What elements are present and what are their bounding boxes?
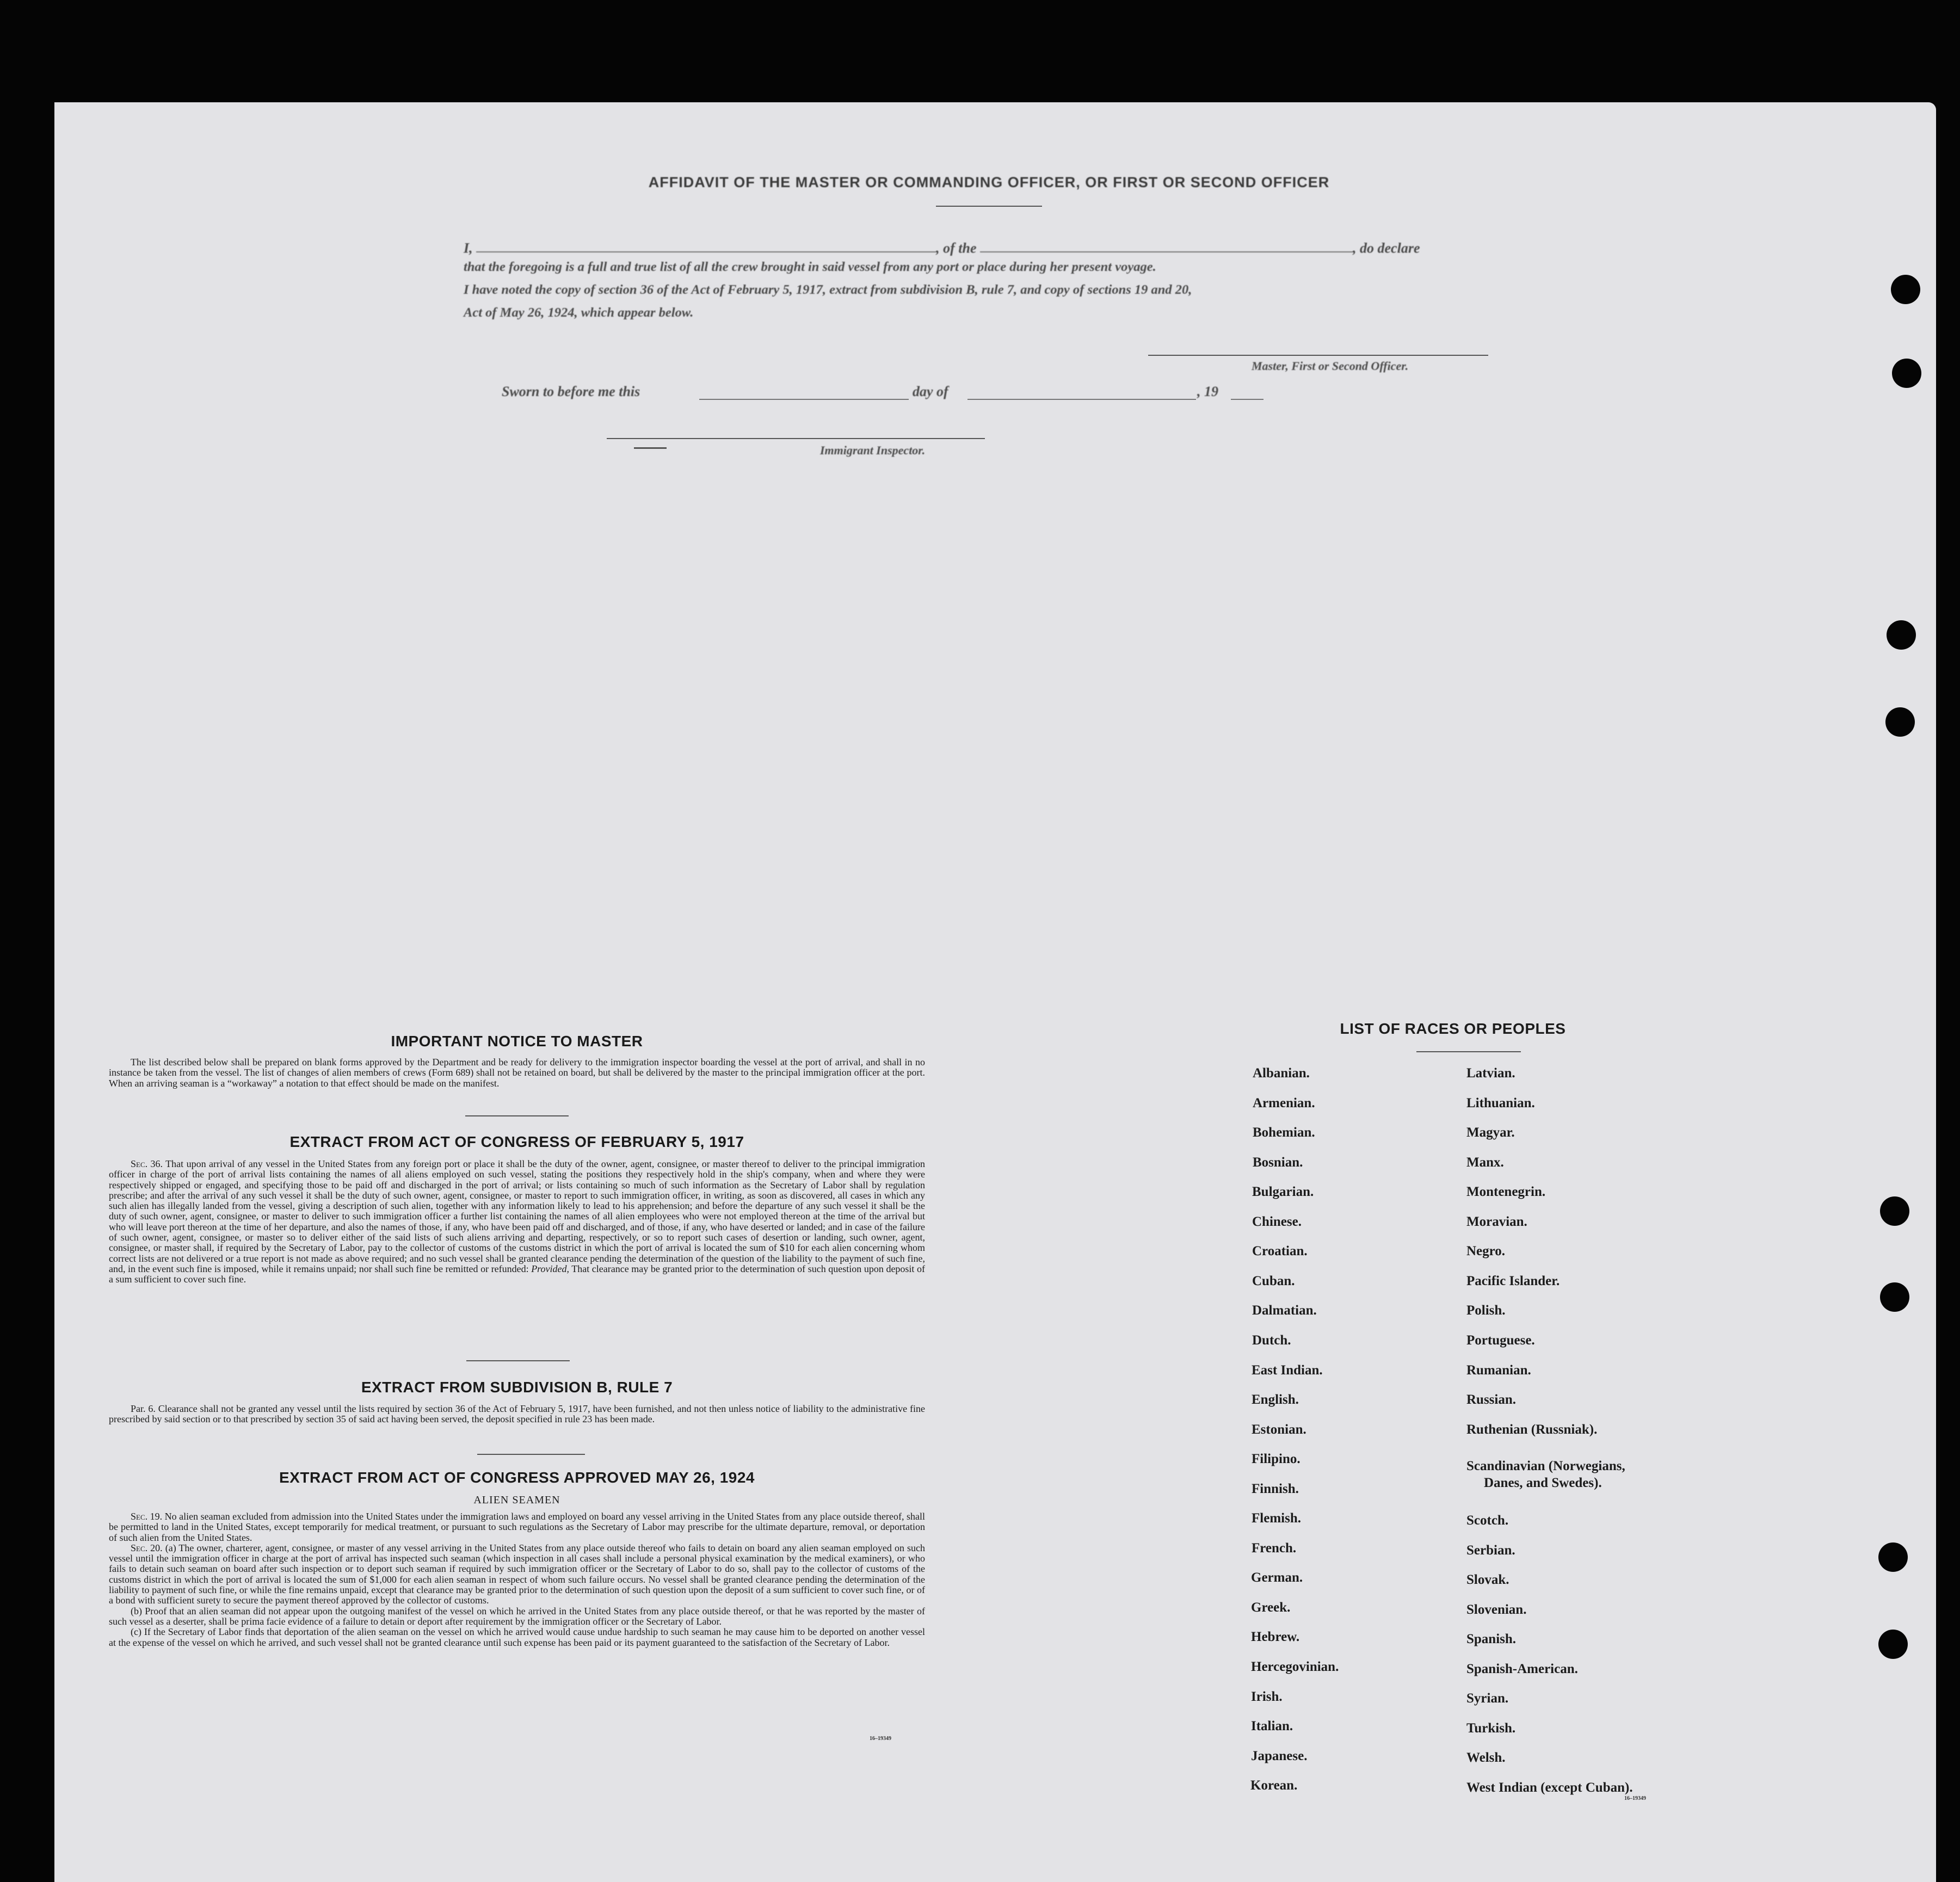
race-item: Japanese. <box>1251 1748 1308 1763</box>
extract-1917-title: EXTRACT FROM ACT OF CONGRESS OF FEBRUARY 5, 1917 <box>289 1133 744 1150</box>
races-list-title: LIST OF RACES OR PEOPLES <box>1340 1020 1566 1037</box>
extract-rule7-body: Par. 6. Clearance shall not be granted any vessel until the lists required by section 36 of the Act of February 5, 1917, have been furnished, and not then unless notice of liability to the administrative fine prescribed by said section or to that prescribed by section 35 of said act having been served, the deposit specified in rule 23 has been made. <box>109 1403 925 1425</box>
race-item: Pacific Islander. <box>1466 1273 1560 1288</box>
master-name-field[interactable] <box>476 237 936 252</box>
form-number: 16–19349 <box>1624 1795 1646 1801</box>
race-item: French. <box>1252 1540 1297 1556</box>
dash-mark <box>634 447 667 449</box>
race-item: Magyar. <box>1466 1125 1515 1140</box>
race-item: Filipino. <box>1252 1452 1300 1467</box>
binder-hole <box>1887 620 1916 650</box>
divider <box>465 1115 569 1116</box>
race-item: Spanish. <box>1466 1632 1517 1646</box>
race-item: Portuguese. <box>1466 1332 1535 1348</box>
affidavit-text: Act of May 26, 1924, which appear below. <box>464 305 694 320</box>
race-item: Bulgarian. <box>1252 1184 1314 1200</box>
sworn-prefix: Sworn to before me this <box>502 384 640 399</box>
race-item: Moravian. <box>1466 1214 1527 1229</box>
extract-1917-body: Sec. 36. That upon arrival of any vessel in the United States from any foreign port or place it shall be the duty of the owner, agent, consignee, or master thereof to deliver to the principal immigration officer in charge of the port of arrival lists containing the names of all aliens employed on such vessel, stating the positions they respectively hold in the ship's company, when and where they were respectively shipped or engaged, and specifying those to be paid off and discharged in the port of arrival; or lists containing so much of such information as the Secretary of Labor shall by regulation prescribe; and after the arrival of any such vessel it shall be the duty of such owner, agent, consignee, or master to report to such immigration officer, in writing, as soon as discovered, all cases in which any such alien has illegally landed from the vessel, giving a description of such alien, together with any information likely to lead to his apprehension; and before the departure of any such vessel it shall be the duty of such owner, agent, consignee, or master to deliver to such immigration officer a further list containing the names of all alien employees who were not employed thereon at the time of the arrival but who will leave port thereon at the time of her departure, and also the names of those, if any, who have been paid off and discharged, and of those, if any, who have deserted or landed; and in case of the failure of such owner, agent, consignee, or master so to deliver either of the said lists of such aliens arriving and departing, respectively, or so to report such cases of desertion or landing, such owner, agent, consignee, or master shall, if required by the Secretary of Labor, pay to the collector of customs of the customs district in which the port of arrival is located the sum of $10 for each alien concerning whom correct lists are not delivered or a true report is not made as above required; and no such vessel shall be granted clearance pending the determination of the question of the liability to the payment of such fine, and, in the event such fine is imposed, while it remains unpaid; nor shall such fine be remitted or refunded: Provided, That clearance may be granted prior to the determination of such question upon deposit of a sum sufficient to cover such fine. <box>109 1158 926 1285</box>
race-item: Bohemian. <box>1253 1125 1315 1140</box>
binder-hole <box>1892 359 1921 388</box>
vessel-name-field[interactable] <box>980 237 1353 252</box>
divider <box>1416 1051 1521 1052</box>
race-item: German. <box>1251 1570 1303 1585</box>
extract-1924-body: Sec. 19. No alien seaman excluded from admission into the United States under the immigration laws and employed on board any vessel arriving in the United States from any place outside thereof, shall be permitted to land in the United States, except temporarily for medical treatment, or pursuant to such regulations as the Secretary of Labor may prescribe for the ultimate departure, removal, or deportation of such alien from the United States. Sec. 20. (a) The owner, charterer, agent, consignee, or master of any vessel arriving in the United States from any place outside thereof who fails to detain on board any alien seaman employed on such vessel until the immigration officer in charge at the port of arrival has inspected such seaman (which inspection in all cases shall include a personal physical examination by the medical examiners), or who fails to detain such seaman on board after such inspection or to deport such seaman if required by such immigration officer or the Secretary of Labor to do so, shall pay to the collector of customs of the customs district in which the port of arrival is located the sum of $1,000 for each alien seaman in respect of whom such failure occurs. No vessel shall be granted clearance pending the determination of the liability to payment of such fine, or while the fine remains unpaid, except that clearance may be granted prior to the determination of such question upon the deposit of a sum sufficient to cover such fine, or of a bond with sufficient surety to secure the payment thereof approved by the collector of customs. (b) Proof that an alien seaman did not appear upon the outgoing manifest of the vessel on which he arrived in the United States from any place outside thereof, or that he was reported by the master of such vessel as a deserter, shall be prima facie evidence of a failure to detain or deport after requirement by the immigration officer or the Secretary of Labor. (c) If the Secretary of Labor finds that deportation of the alien seaman on the vessel on which he arrived would cause undue hardship to such seaman he may cause him to be deported on another vessel at the expense of the vessel on which he arrived, and such vessel shall not be granted clearance until such expense has been paid or its payment guaranteed to the satisfaction of the Secretary of Labor. <box>109 1511 926 1648</box>
race-item: Serbian. <box>1466 1542 1515 1558</box>
race-item: Welsh. <box>1466 1750 1506 1765</box>
sworn-year-field[interactable] <box>1231 384 1263 400</box>
race-item: Scotch. <box>1466 1513 1509 1528</box>
race-item: Manx. <box>1466 1155 1504 1170</box>
race-item: Korean. <box>1250 1778 1298 1793</box>
race-item: English. <box>1252 1392 1299 1408</box>
race-item: Estonian. <box>1252 1422 1306 1437</box>
sworn-day-label: day of <box>913 384 948 399</box>
race-item: Scandinavian (Norwegians, <box>1466 1459 1625 1473</box>
binder-hole <box>1878 1630 1908 1659</box>
race-item: Slovenian. <box>1466 1602 1527 1617</box>
extract-rule7-title: EXTRACT FROM SUBDIVISION B, RULE 7 <box>361 1379 673 1396</box>
race-item: Montenegrin. <box>1466 1184 1546 1200</box>
affidavit-declaration-line: I, , of the , do declare <box>464 237 1508 256</box>
binder-hole <box>1878 1542 1908 1572</box>
race-item: Negro. <box>1466 1244 1506 1259</box>
race-item: Greek. <box>1251 1600 1291 1615</box>
race-item: Chinese. <box>1252 1214 1302 1229</box>
race-item: Syrian. <box>1466 1691 1509 1706</box>
binder-hole <box>1891 275 1920 304</box>
inspector-signature-line <box>607 438 985 439</box>
inspector-label: Immigrant Inspector. <box>820 443 926 457</box>
race-item: Cuban. <box>1252 1273 1295 1288</box>
race-item: Hebrew. <box>1251 1630 1300 1645</box>
race-item: Latvian. <box>1466 1066 1515 1081</box>
race-item: Dalmatian. <box>1252 1303 1317 1318</box>
race-item: West Indian (except Cuban). <box>1466 1780 1633 1795</box>
race-item: Bosnian. <box>1253 1155 1303 1170</box>
race-item: Slovak. <box>1466 1572 1509 1587</box>
race-item: Flemish. <box>1252 1511 1301 1526</box>
signature-label: Master, First or Second Officer. <box>1252 359 1409 373</box>
sworn-month-field[interactable] <box>967 384 1196 400</box>
binder-hole <box>1885 707 1915 737</box>
race-item: Rumanian. <box>1466 1362 1531 1378</box>
sworn-year-label: , 19 <box>1197 384 1218 399</box>
signature-line <box>1148 355 1488 356</box>
race-item: Spanish-American. <box>1466 1661 1578 1676</box>
race-item: Albanian. <box>1253 1066 1310 1081</box>
binder-hole <box>1880 1196 1909 1226</box>
race-item: Croatian. <box>1252 1244 1308 1259</box>
race-item: Dutch. <box>1252 1332 1291 1348</box>
race-item: Russian. <box>1466 1392 1517 1408</box>
race-item: Italian. <box>1251 1719 1293 1734</box>
race-item: Danes, and Swedes). <box>1484 1476 1602 1490</box>
affidavit-title: AFFIDAVIT OF THE MASTER OR COMMANDING OFFICER, OR FIRST OR SECOND OFFICER <box>648 174 1330 190</box>
notice-body: The list described below shall be prepared on blank forms approved by the Department and be ready for delivery to the immigration inspector boarding the vessel at the port of arrival, and shall in no instance be taken from the vessel. The list of changes of alien members of crews (Form 689) shall not be retained on board, but shall be delivered by the master to the principal immigration officer at the port. When an arriving seaman is a “workaway” a notation to that effect should be made on the manifest. <box>109 1057 925 1089</box>
affidavit-text: I have noted the copy of section 36 of the Act of February 5, 1917, extract from subdivision B, rule 7, and copy of sections 19 and 20, <box>464 282 1192 297</box>
race-item: Polish. <box>1466 1303 1506 1318</box>
notice-title: IMPORTANT NOTICE TO MASTER <box>391 1033 643 1050</box>
sworn-day-field[interactable] <box>699 384 909 400</box>
form-number: 16–19349 <box>870 1736 891 1742</box>
affidavit-text: that the foregoing is a full and true list of all the crew brought in said vessel from any port or place during her present voyage. <box>464 260 1156 274</box>
race-item: Hercegovinian. <box>1251 1659 1339 1674</box>
race-item: Ruthenian (Russniak). <box>1466 1422 1598 1437</box>
race-item: East Indian. <box>1252 1362 1323 1378</box>
race-item: Finnish. <box>1252 1481 1299 1496</box>
race-item: Irish. <box>1251 1689 1283 1704</box>
race-item: Lithuanian. <box>1466 1095 1535 1110</box>
alien-seamen-subtitle: ALIEN SEAMEN <box>473 1494 560 1506</box>
binder-hole <box>1880 1282 1909 1312</box>
divider <box>466 1360 570 1361</box>
race-item: Armenian. <box>1253 1095 1315 1110</box>
divider <box>936 206 1042 207</box>
extract-1924-title: EXTRACT FROM ACT OF CONGRESS APPROVED MAY 26, 1924 <box>279 1469 755 1486</box>
race-item: Turkish. <box>1466 1720 1516 1736</box>
divider <box>477 1454 585 1455</box>
